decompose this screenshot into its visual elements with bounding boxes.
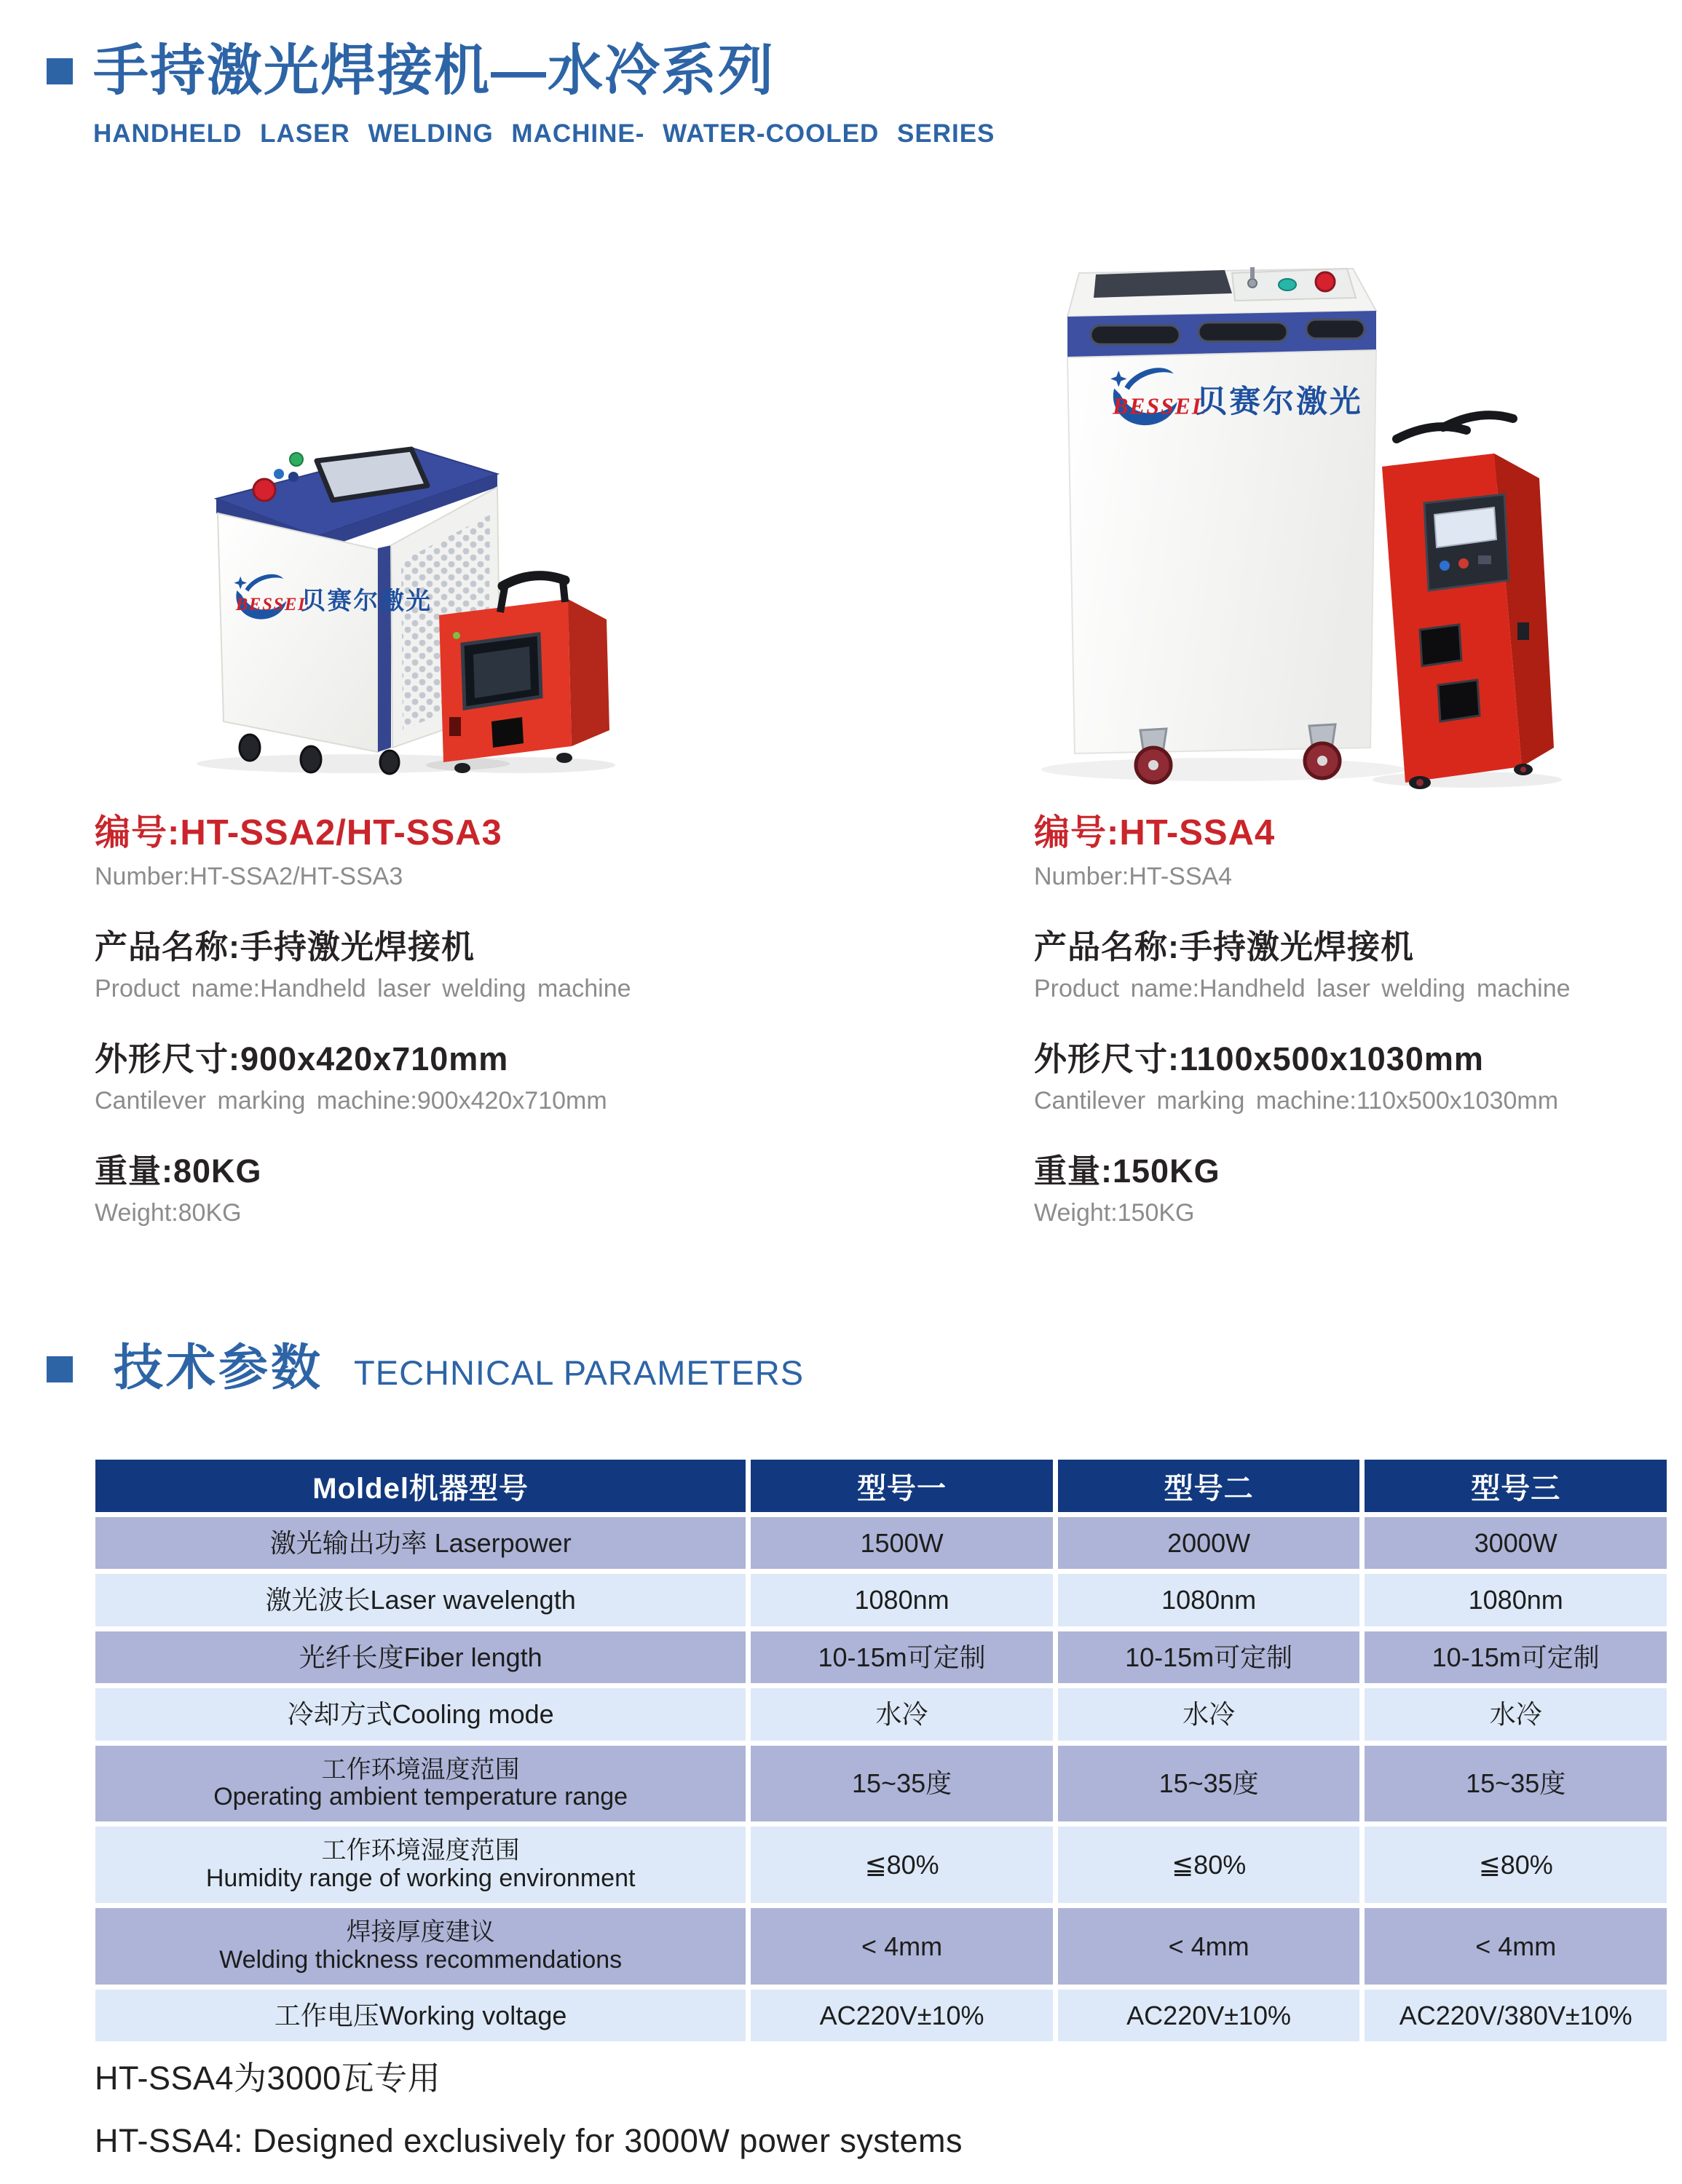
product-size-cn: 外形尺寸:900x420x710mm: [95, 1040, 509, 1077]
emergency-stop-button: [1316, 272, 1335, 291]
dark-blue-button: [288, 472, 299, 482]
welding-machine-illustration: [171, 404, 652, 775]
vent-port: [1438, 680, 1480, 721]
logo-brand-cn-text: 贝赛尔激光: [1196, 384, 1363, 420]
product-size-en: Cantilever marking machine:900x420x710mm: [95, 1087, 607, 1115]
product-size-en: Cantilever marking machine:110x500x1030mm: [1034, 1087, 1559, 1115]
corner-pillar: [378, 545, 391, 752]
panel-button-red: [1458, 558, 1469, 569]
product-weight-cn: 重量:150KG: [1034, 1152, 1220, 1190]
chiller-led: [453, 632, 460, 639]
col-header-model: Moldel机器型号: [95, 1460, 746, 1512]
green-start-button: [1279, 279, 1296, 290]
page-header: [47, 42, 995, 149]
cell-value: AC220V±10%: [1058, 1990, 1360, 2041]
welding-machine-cabinet-illustration: [1012, 244, 1602, 790]
power-switch: [449, 717, 461, 736]
row-label-en: Operating ambient temperature range: [213, 1782, 628, 1811]
product-number-cn: 编号:HT-SSA4: [1034, 813, 1276, 852]
row-label: 激光输出功率 Laserpower: [95, 1517, 746, 1569]
logo-brand-text: BESSEL: [1113, 393, 1208, 419]
blue-square-bullet-icon: [47, 58, 73, 84]
connector-port: [491, 717, 524, 748]
panel-button-blue: [1440, 561, 1450, 571]
product-name-en: Product name:Handheld laser welding machine: [95, 975, 631, 1002]
side-latch: [1517, 622, 1529, 640]
row-label: 工作电压Working voltage: [95, 1990, 746, 2041]
row-label: 光纤长度Fiber length: [95, 1631, 746, 1683]
row-label: 激光波长Laser wavelength: [95, 1574, 746, 1626]
green-button: [290, 453, 303, 466]
table-row-fiber-length: [95, 1631, 1667, 1683]
front-panel: [218, 513, 378, 752]
blue-button: [274, 469, 284, 479]
cell-value: < 4mm: [751, 1908, 1053, 1985]
product-specs-ht-ssa4: [1034, 804, 1675, 1257]
cell-value: 15~35度: [1365, 1746, 1667, 1822]
section-title-en: TECHNICAL PARAMETERS: [354, 1353, 805, 1392]
table-row-cooling-mode: [95, 1688, 1667, 1740]
cell-value: ≦80%: [1365, 1827, 1667, 1903]
footer-note-en: HT-SSA4: Designed exclusively for 3000W power systems: [95, 2122, 963, 2159]
top-screen-cover: [1094, 270, 1232, 298]
cell-value: < 4mm: [1365, 1908, 1667, 1985]
cell-value: 10-15m可定制: [1365, 1631, 1667, 1683]
chiller-handle: [502, 576, 565, 586]
product-name-en: Product name:Handheld laser welding machine: [1034, 975, 1571, 1002]
product-weight-cn: 重量:80KG: [95, 1152, 262, 1190]
logo-brand-text: BESSEL: [235, 595, 310, 615]
product-weight-en: Weight:80KG: [95, 1199, 242, 1227]
product-name-cn: 产品名称:手持激光焊接机: [95, 928, 475, 965]
technical-parameters-table: [90, 1455, 1672, 2046]
product-name-cn: 产品名称:手持激光焊接机: [1034, 928, 1414, 965]
table-row-humidity-range: [95, 1827, 1667, 1903]
product-number-en: Number:HT-SSA2/HT-SSA3: [95, 863, 403, 890]
row-label-cn: 工作环境湿度范围: [321, 1837, 520, 1865]
table-row-working-voltage: [95, 1990, 1667, 2041]
col-header-model-1: 型号一: [751, 1460, 1053, 1512]
key-switch: [1248, 279, 1257, 288]
table-row-temperature-range: [95, 1746, 1667, 1822]
row-label: [95, 1746, 746, 1822]
blue-square-bullet-icon: [47, 1356, 73, 1382]
cell-value: 水冷: [751, 1688, 1053, 1740]
caster-wheel: [1136, 729, 1171, 783]
emergency-stop-button: [253, 479, 275, 501]
col-header-model-3: 型号三: [1365, 1460, 1667, 1512]
caster-wheel: [1305, 724, 1340, 778]
product-photo-ht-ssa4: [1012, 244, 1602, 790]
cell-value: 15~35度: [1058, 1746, 1360, 1822]
cell-value: 1080nm: [1365, 1574, 1667, 1626]
chiller-tower-unit: [1373, 415, 1562, 789]
product-number-en: Number:HT-SSA4: [1034, 863, 1233, 890]
cell-value: ≦80%: [751, 1827, 1053, 1903]
cell-value: 1080nm: [1058, 1574, 1360, 1626]
cell-value: < 4mm: [1058, 1908, 1360, 1985]
col-header-model-2: 型号二: [1058, 1460, 1360, 1512]
cell-value: 水冷: [1365, 1688, 1667, 1740]
product-size-cn: 外形尺寸:1100x500x1030mm: [1034, 1040, 1484, 1077]
cell-value: 15~35度: [751, 1746, 1053, 1822]
tower-handle: [1397, 427, 1466, 439]
section-title-cn: 技术参数: [114, 1340, 324, 1396]
recessed-handle: [1091, 325, 1180, 344]
cell-value: 10-15m可定制: [751, 1631, 1053, 1683]
logo-brand-cn-text: 贝赛尔激光: [301, 587, 433, 615]
cell-value: 1500W: [751, 1517, 1053, 1569]
recessed-handle: [1306, 320, 1365, 339]
cell-value: ≦80%: [1058, 1827, 1360, 1903]
panel-switch: [1478, 555, 1491, 564]
table-row-laser-power: [95, 1517, 1667, 1569]
product-weight-en: Weight:150KG: [1034, 1199, 1195, 1227]
recessed-handle: [1199, 323, 1287, 341]
row-label-cn: 焊接厚度建议: [346, 1918, 495, 1947]
table-header-row: [95, 1460, 1667, 1512]
row-label-cn: 工作环境温度范围: [321, 1755, 520, 1784]
key-lever: [1250, 267, 1255, 279]
cell-value: 水冷: [1058, 1688, 1360, 1740]
footer-notes: [95, 2052, 963, 2160]
row-label: 冷却方式Cooling mode: [95, 1688, 746, 1740]
table-row-welding-thickness: [95, 1908, 1667, 1985]
cell-value: 10-15m可定制: [1058, 1631, 1360, 1683]
vent-port: [1420, 625, 1461, 666]
cell-value: 2000W: [1058, 1517, 1360, 1569]
table-row-wavelength: [95, 1574, 1667, 1626]
product-number-cn: 编号:HT-SSA2/HT-SSA3: [95, 813, 502, 852]
row-label-en: Humidity range of working environment: [205, 1864, 636, 1892]
product-specs-ht-ssa2-ssa3: [95, 804, 932, 1257]
row-label: [95, 1908, 746, 1985]
chiller-screen-inner: [473, 646, 531, 698]
product-photo-ht-ssa2-ssa3: [171, 404, 652, 775]
cell-value: AC220V/380V±10%: [1365, 1990, 1667, 2041]
page-subtitle: HANDHELD LASER WELDING MACHINE- WATER-COOLED SERIES: [93, 119, 995, 148]
page-title: 手持激光焊接机—水冷系列: [93, 40, 775, 102]
section-header-technical-parameters: [47, 1340, 805, 1396]
tower-handle: [1443, 415, 1513, 427]
chiller-side: [568, 599, 609, 746]
row-label-en: Welding thickness recommendations: [219, 1945, 623, 1974]
row-label: [95, 1827, 746, 1903]
cabinet-shadow: [1041, 758, 1405, 781]
cell-value: 3000W: [1365, 1517, 1667, 1569]
footer-note-cn: HT-SSA4为3000瓦专用: [95, 2060, 441, 2097]
cell-value: 1080nm: [751, 1574, 1053, 1626]
cell-value: AC220V±10%: [751, 1990, 1053, 2041]
